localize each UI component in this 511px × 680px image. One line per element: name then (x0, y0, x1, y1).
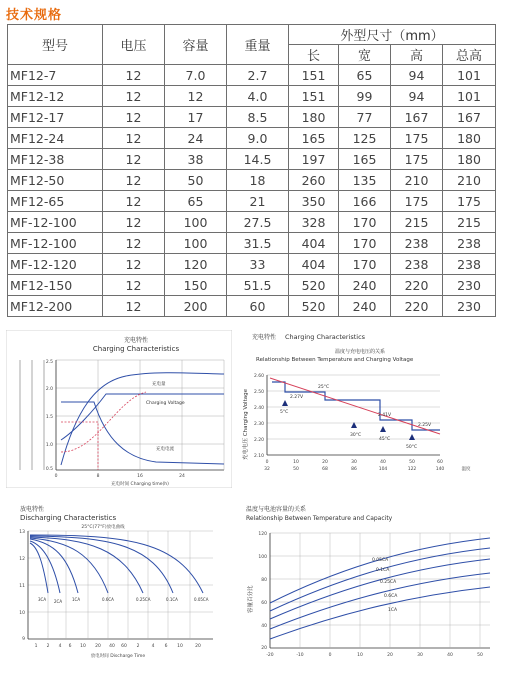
header-width: 宽 (339, 45, 391, 65)
table-cell: 404 (289, 233, 339, 254)
chart3-title-en: Discharging Characteristics (20, 514, 117, 522)
model-cell: MF12-50 (8, 170, 103, 191)
table-cell: 520 (289, 275, 339, 296)
table-cell: 21 (227, 191, 289, 212)
chart3-curve-label: 0.6CA (102, 597, 114, 602)
discharging-characteristics-chart (8, 503, 220, 673)
chart4-xtick: 10 (357, 653, 363, 658)
table-cell: 175 (443, 191, 496, 212)
header-total-height: 总高 (443, 45, 496, 65)
chart3-xtick: 2 (46, 644, 50, 649)
chart3-xtick: 6 (164, 644, 168, 649)
table-cell: 151 (289, 65, 339, 86)
table-cell: 197 (289, 149, 339, 170)
chart4-curve-1ca (270, 587, 490, 639)
table-cell: 24 (165, 128, 227, 149)
chart4-xtick: 40 (447, 653, 453, 658)
table-cell: 220 (391, 296, 443, 317)
chart2-ytick: 2.10 (253, 454, 264, 459)
table-cell: 65 (339, 65, 391, 86)
chart2-marker (409, 434, 415, 440)
table-cell: 150 (165, 275, 227, 296)
model-cell: MF12-12 (8, 86, 103, 107)
table-cell: 350 (289, 191, 339, 212)
table-cell: 17 (165, 107, 227, 128)
table-cell: 99 (339, 86, 391, 107)
table-row (8, 107, 496, 128)
table-cell: 12 (103, 170, 165, 191)
table-cell: 4.0 (227, 86, 289, 107)
chart3-xtick: 2 (136, 644, 140, 649)
table-cell: 238 (443, 254, 496, 275)
chart1-ytick: 1.0 (45, 443, 53, 448)
chart4-curve-label: 1CA (388, 608, 398, 613)
chart2-marker (380, 426, 386, 432)
header-model: 型号 (8, 25, 103, 65)
model-cell: MF-12-120 (8, 254, 103, 275)
chart4-xtick: 20 (387, 653, 393, 658)
chart2-xtick: 60 (437, 460, 443, 465)
table-cell: 215 (391, 212, 443, 233)
chart3-title-cn: 放电特性 (20, 506, 45, 513)
chart1-xlabel: 充电时间 Charging time(h) (111, 482, 169, 487)
chart2-marker (282, 400, 288, 406)
table-row (8, 149, 496, 170)
chart2-annotation: 2.25V (418, 423, 432, 428)
chart4-xtick: -10 (296, 653, 304, 658)
chart1-ytick: 2.0 (45, 387, 53, 392)
table-cell: 101 (443, 65, 496, 86)
table-cell: 175 (391, 149, 443, 170)
table-cell: 240 (339, 296, 391, 317)
table-cell: 50 (165, 170, 227, 191)
table-cell: 9.0 (227, 128, 289, 149)
chart4-ylabel: 容量百分比 (248, 585, 254, 613)
header-length: 长 (289, 45, 339, 65)
table-cell: 2.7 (227, 65, 289, 86)
table-cell: 151 (289, 86, 339, 107)
table-cell: 170 (339, 254, 391, 275)
chart2-annotation: 30°C (350, 433, 362, 438)
table-cell: 94 (391, 86, 443, 107)
chart3-ytick: 11 (19, 584, 25, 589)
chart3-curve-label: 0.25CA (136, 597, 151, 602)
chart1-label-voltage: Charging Voltage (146, 401, 185, 406)
table-cell: 520 (289, 296, 339, 317)
table-cell: 94 (391, 65, 443, 86)
table-cell: 170 (339, 212, 391, 233)
chart4-curve-label: 0.1CA (376, 568, 390, 573)
table-cell: 210 (443, 170, 496, 191)
chart2-xtick: 0 (265, 460, 269, 465)
chart4-subtitle-cn: 温度与电池容量的关系 (246, 506, 307, 513)
table-cell: 77 (339, 107, 391, 128)
model-cell: MF-12-100 (8, 233, 103, 254)
table-cell: 180 (443, 149, 496, 170)
table-cell: 18 (227, 170, 289, 191)
chart2-title-cn: 充电特性 (252, 334, 277, 341)
table-cell: 238 (391, 254, 443, 275)
table-cell: 12 (103, 86, 165, 107)
chart2-annotation: 25°C (318, 385, 330, 390)
chart2-xtick: 20 (322, 460, 328, 465)
model-cell: MF12-150 (8, 275, 103, 296)
table-cell: 12 (103, 149, 165, 170)
chart4-xtick: 50 (477, 653, 483, 658)
header-voltage: 电压 (103, 25, 165, 65)
chart2-xtick-f: 140 (435, 467, 445, 472)
chart2-ytick: 2.20 (253, 438, 264, 443)
table-cell: 180 (443, 128, 496, 149)
chart3-xlabel: 放电时间 Discharge Time (90, 654, 146, 659)
chart3-xtick: 20 (195, 644, 201, 649)
table-cell: 238 (391, 233, 443, 254)
chart3-ytick: 9 (22, 637, 25, 642)
table-cell: 125 (339, 128, 391, 149)
table-cell: 101 (443, 86, 496, 107)
chart2-title-en: Charging Characteristics (285, 333, 366, 341)
table-cell: 12 (103, 254, 165, 275)
chart3-xtick: 10 (80, 644, 86, 649)
chart2-xtick: 30 (351, 460, 357, 465)
chart2-ytick: 2.60 (253, 374, 264, 379)
chart3-curve-2ca (30, 541, 60, 593)
table-cell: 240 (339, 275, 391, 296)
table-row (8, 254, 496, 275)
chart3-ytick: 10 (19, 611, 25, 616)
table-cell: 100 (165, 212, 227, 233)
table-row (8, 65, 496, 86)
chart2-ytick: 2.50 (253, 390, 264, 395)
chart2-ytick: 2.30 (253, 422, 264, 427)
table-cell: 175 (391, 191, 443, 212)
model-cell: MF12-7 (8, 65, 103, 86)
header-height: 高 (391, 45, 443, 65)
chart2-annotation: 2.27V (290, 395, 304, 400)
chart1-xtick: 24 (179, 474, 185, 479)
chart3-xtick: 6 (68, 644, 72, 649)
table-cell: 166 (339, 191, 391, 212)
table-cell: 12 (103, 233, 165, 254)
chart3-ytick: 13 (19, 530, 25, 535)
table-cell: 260 (289, 170, 339, 191)
table-row (8, 170, 496, 191)
chart2-xtick-f: 68 (322, 467, 328, 472)
capacity-temperature-chart (240, 503, 502, 673)
chart3-curve-label: 0.1CA (166, 597, 178, 602)
chart1-xtick: 16 (137, 474, 143, 479)
chart4-curve-label: 0.05CA (372, 558, 389, 563)
chart2-xtick-f: 32 (264, 467, 270, 472)
chart2-ytick: 2.40 (253, 406, 264, 411)
table-cell: 51.5 (227, 275, 289, 296)
table-cell: 12 (103, 275, 165, 296)
charging-characteristics-chart (6, 330, 232, 488)
chart1-label-current: 充电电流 (156, 447, 174, 452)
chart1-xtick: 0 (54, 474, 58, 479)
table-cell: 210 (391, 170, 443, 191)
chart3-curve-3ca (30, 543, 48, 593)
chart4-curve-label: 0.6CA (384, 594, 398, 599)
table-cell: 404 (289, 254, 339, 275)
chart2-xtick: 50 (409, 460, 415, 465)
chart3-xtick: 4 (151, 644, 155, 649)
table-row (8, 233, 496, 254)
model-cell: MF12-200 (8, 296, 103, 317)
chart4-ytick: 80 (261, 578, 267, 583)
charge-voltage-temperature-chart (240, 330, 502, 490)
chart3-curve-label: 3CA (38, 597, 47, 602)
chart3-legend: 25°C(77°F)放电曲线 (81, 525, 125, 530)
table-cell: 31.5 (227, 233, 289, 254)
chart2-annotation: 2.41V (378, 413, 392, 418)
table-cell: 215 (443, 212, 496, 233)
table-row (8, 275, 496, 296)
chart2-subtitle-en: Relationship Between Temperature and Charging Voltage (256, 357, 414, 363)
table-cell: 200 (165, 296, 227, 317)
chart3-xtick: 4 (58, 644, 62, 649)
table-cell: 12 (165, 86, 227, 107)
model-cell: MF-12-100 (8, 212, 103, 233)
table-cell: 328 (289, 212, 339, 233)
table-cell: 175 (391, 128, 443, 149)
table-row (8, 191, 496, 212)
chart1-ytick: 1.5 (45, 415, 53, 420)
table-cell: 167 (391, 107, 443, 128)
table-cell: 230 (443, 296, 496, 317)
model-cell: MF12-38 (8, 149, 103, 170)
table-cell: 27.5 (227, 212, 289, 233)
table-cell: 100 (165, 233, 227, 254)
header-weight: 重量 (227, 25, 289, 65)
table-row (8, 212, 496, 233)
chart2-annotation: 50°C (406, 445, 418, 450)
chart4-ytick: 120 (258, 532, 267, 537)
chart2-xtick-f: 86 (351, 467, 357, 472)
chart4-xtick: 0 (328, 653, 332, 658)
table-cell: 220 (391, 275, 443, 296)
table-cell: 230 (443, 275, 496, 296)
chart4-ytick: 40 (261, 624, 267, 629)
table-cell: 165 (289, 128, 339, 149)
chart2-xtick-f: 122 (407, 467, 417, 472)
table-cell: 12 (103, 296, 165, 317)
chart2-xtick: 10 (293, 460, 299, 465)
table-cell: 167 (443, 107, 496, 128)
table-cell: 12 (103, 212, 165, 233)
table-cell: 12 (103, 65, 165, 86)
chart3-curve-label: 0.05CA (194, 597, 209, 602)
chart3-ytick: 12 (19, 557, 25, 562)
chart1-ytick: 0.5 (45, 467, 53, 472)
chart1-title-en: Charging Characteristics (92, 345, 180, 353)
table-cell: 38 (165, 149, 227, 170)
chart4-ytick: 100 (258, 555, 267, 560)
chart1-xtick: 8 (96, 474, 100, 479)
chart3-xtick: 20 (95, 644, 101, 649)
table-cell: 60 (227, 296, 289, 317)
chart2-xlabel: 温度 (461, 467, 471, 472)
table-cell: 165 (339, 149, 391, 170)
chart4-curve-label: 0.25CA (380, 580, 397, 585)
table-cell: 33 (227, 254, 289, 275)
table-cell: 12 (103, 191, 165, 212)
table-cell: 135 (339, 170, 391, 191)
chart2-xtick: 40 (380, 460, 386, 465)
table-header-row (8, 25, 496, 45)
chart4-xtick: -20 (266, 653, 274, 658)
section-title: 技术规格 (6, 8, 63, 23)
chart4-ytick: 20 (261, 646, 267, 651)
chart1-ytick: 2.5 (45, 360, 53, 365)
table-cell: 65 (165, 191, 227, 212)
chart3-curve-label: 2CA (54, 599, 63, 604)
chart3-xtick: 1 (34, 644, 38, 649)
table-cell: 120 (165, 254, 227, 275)
chart1-label-charged: 充电量 (152, 382, 166, 387)
chart1-title-cn: 充电特性 (123, 337, 149, 344)
chart2-annotation: 45°C (379, 437, 391, 442)
table-row (8, 86, 496, 107)
chart2-xtick-f: 104 (378, 467, 388, 472)
table-cell: 238 (443, 233, 496, 254)
table-cell: 14.5 (227, 149, 289, 170)
chart2-ylabel: 充电电压 Charging Voltage (243, 389, 249, 460)
model-cell: MF12-65 (8, 191, 103, 212)
table-cell: 12 (103, 128, 165, 149)
chart4-xtick: 30 (417, 653, 423, 658)
chart2-annotation: 5°C (280, 410, 289, 415)
model-cell: MF12-24 (8, 128, 103, 149)
table-cell: 180 (289, 107, 339, 128)
chart4-subtitle-en: Relationship Between Temperature and Capacity (246, 515, 393, 522)
header-capacity: 容量 (165, 25, 227, 65)
chart3-xtick: 40 (109, 644, 115, 649)
chart3-curve-06ca (30, 538, 108, 593)
header-dimensions: 外型尺寸（mm） (289, 25, 496, 45)
model-cell: MF12-17 (8, 107, 103, 128)
table-row (8, 296, 496, 317)
table-cell: 7.0 (165, 65, 227, 86)
table-cell: 170 (339, 233, 391, 254)
spec-table (7, 24, 496, 317)
table-row (8, 128, 496, 149)
table-cell: 12 (103, 107, 165, 128)
chart4-ytick: 60 (261, 601, 267, 606)
chart2-subtitle-cn: 温度与充电电压的关系 (335, 349, 386, 355)
table-cell: 8.5 (227, 107, 289, 128)
chart3-curve-label: 1CA (72, 597, 81, 602)
chart2-xtick-f: 50 (293, 467, 299, 472)
chart3-xtick: 60 (121, 644, 127, 649)
chart3-xtick: 10 (177, 644, 183, 649)
